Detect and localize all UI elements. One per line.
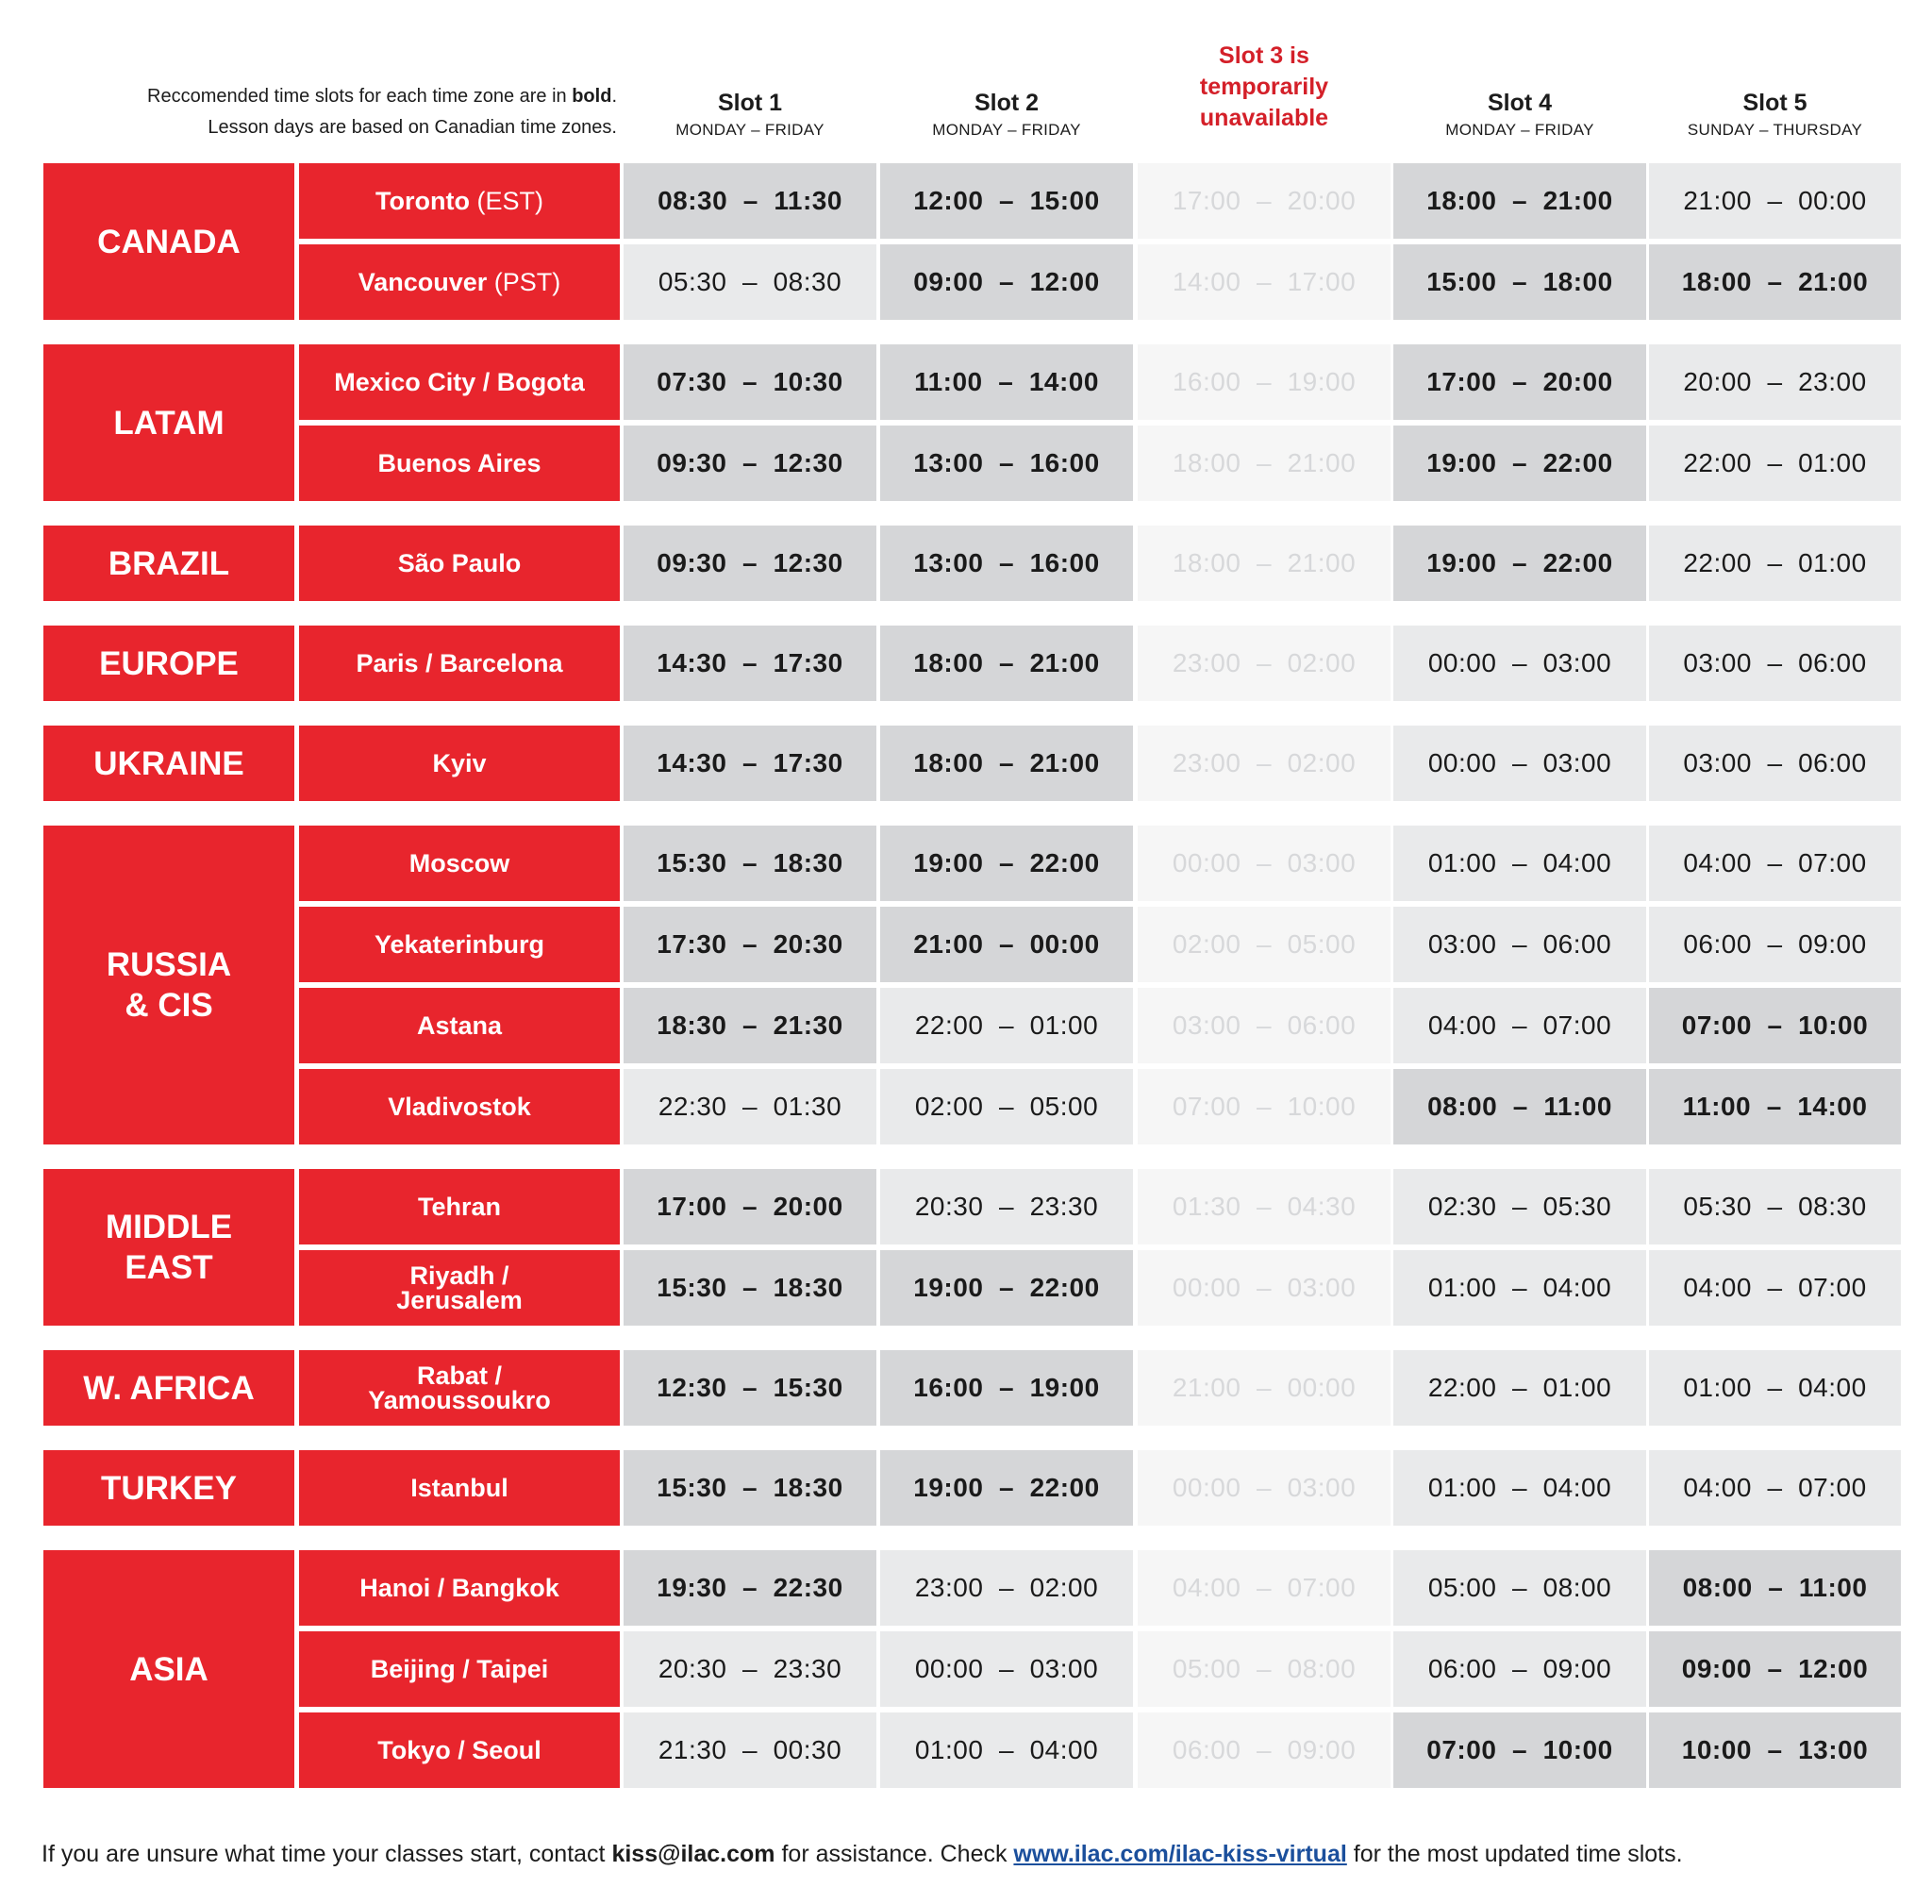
city-label — [299, 526, 620, 601]
city-name-wrap — [356, 651, 562, 676]
time-slot-cell: 01:00 – 04:00 — [1393, 826, 1646, 901]
time-slot-cell: 19:00 – 22:00 — [880, 1250, 1133, 1326]
time-slot-cell: 08:00 – 11:00 — [1649, 1550, 1901, 1626]
time-slot-cell: 14:30 – 17:30 — [624, 726, 876, 801]
time-slot-cell: 07:00 – 10:00 — [1649, 988, 1901, 1063]
city-name-wrap — [417, 1013, 502, 1038]
slot-title: Slot 5 — [1742, 90, 1807, 116]
time-slot-cell: 13:00 – 16:00 — [880, 526, 1133, 601]
city-name: Moscow — [408, 849, 510, 877]
note-line-2: Lesson days are based on Canadian time zones. — [208, 117, 617, 138]
time-slot-cell: 15:30 – 18:30 — [624, 826, 876, 901]
time-slot-cell: 18:00 – 21:00 — [1393, 163, 1646, 239]
time-slot-cell: 04:00 – 07:00 — [1649, 1450, 1901, 1526]
region-label: EUROPE — [43, 626, 294, 701]
time-slot-cell: 00:00 – 03:00 — [880, 1631, 1133, 1707]
city-name-wrap — [409, 851, 510, 876]
city-label — [299, 626, 620, 701]
time-slot-cell: 11:00 – 14:00 — [1649, 1069, 1901, 1144]
time-slot-cell: 00:00 – 03:00 — [1138, 1450, 1391, 1526]
city-name: Paris / Barcelona — [356, 649, 563, 677]
time-slot-cell: 04:00 – 07:00 — [1138, 1550, 1391, 1626]
time-slot-cell: 00:00 – 03:00 — [1138, 1250, 1391, 1326]
time-slot-cell: 07:00 – 10:00 — [1393, 1712, 1646, 1788]
time-slot-cell: 04:00 – 07:00 — [1649, 1250, 1901, 1326]
header-note — [38, 81, 617, 143]
contact-email[interactable]: kiss@ilac.com — [611, 1841, 775, 1867]
time-slot-cell: 12:00 – 15:00 — [880, 163, 1133, 239]
city-name: Yekaterinburg — [374, 930, 545, 959]
time-slot-cell: 14:30 – 17:30 — [624, 626, 876, 701]
time-slot-cell: 18:00 – 21:00 — [1649, 244, 1901, 320]
footer-text-mid: for assistance. Check — [774, 1841, 1014, 1867]
time-slot-cell: 01:00 – 04:00 — [1393, 1450, 1646, 1526]
time-slot-cell: 20:30 – 23:30 — [624, 1631, 876, 1707]
city-name: Buenos Aires — [377, 449, 541, 477]
time-slot-cell: 02:00 – 05:00 — [1138, 907, 1391, 982]
time-slot-cell: 06:00 – 09:00 — [1393, 1631, 1646, 1707]
time-slot-cell: 03:00 – 06:00 — [1649, 726, 1901, 801]
region-label: LATAM — [43, 344, 294, 501]
slot-header-5 — [1649, 38, 1901, 140]
city-name-wrap — [375, 189, 543, 213]
city-label — [299, 426, 620, 501]
region-label: ASIA — [43, 1550, 294, 1788]
time-slot-cell: 23:00 – 02:00 — [880, 1550, 1133, 1626]
time-slot-cell: 23:00 – 02:00 — [1138, 726, 1391, 801]
city-name-wrap — [377, 1738, 541, 1762]
timezone-abbr: (PST) — [493, 268, 561, 296]
time-slot-cell: 18:00 – 21:00 — [880, 726, 1133, 801]
city-name-wrap — [358, 270, 561, 294]
city-name-wrap — [359, 1576, 559, 1600]
time-slot-cell: 16:00 – 19:00 — [1138, 344, 1391, 420]
city-name-wrap — [410, 1476, 508, 1500]
time-slot-cell: 23:00 – 02:00 — [1138, 626, 1391, 701]
city-name: Vladivostok — [388, 1093, 531, 1121]
time-slot-cell: 04:00 – 07:00 — [1393, 988, 1646, 1063]
region-label: CANADA — [43, 163, 294, 320]
time-slot-cell: 13:00 – 16:00 — [880, 426, 1133, 501]
time-slot-cell: 21:00 – 00:00 — [880, 907, 1133, 982]
region-label: RUSSIA & CIS — [43, 826, 294, 1144]
city-name-wrap — [388, 1094, 531, 1119]
note-text: Reccomended time slots for each time zone are in — [147, 86, 573, 107]
city-label — [299, 344, 620, 420]
time-slot-cell: 17:00 – 20:00 — [1138, 163, 1391, 239]
timezone-abbr: (EST) — [476, 187, 543, 215]
time-slot-cell: 19:30 – 22:30 — [624, 1550, 876, 1626]
city-name-wrap — [377, 451, 541, 476]
region-label: BRAZIL — [43, 526, 294, 601]
note-line-1 — [38, 81, 617, 112]
time-slot-cell: 08:30 – 11:30 — [624, 163, 876, 239]
city-label — [299, 244, 620, 320]
city-label — [299, 1712, 620, 1788]
city-name: São Paulo — [397, 549, 522, 577]
time-slot-cell: 05:00 – 08:00 — [1393, 1550, 1646, 1626]
slot-header-1 — [624, 38, 876, 140]
city-name-wrap — [418, 1194, 501, 1219]
time-slot-cell: 22:00 – 01:00 — [880, 988, 1133, 1063]
time-slot-cell: 19:00 – 22:00 — [1393, 526, 1646, 601]
city-name-wrap — [334, 370, 585, 394]
time-slot-cell: 22:00 – 01:00 — [1649, 426, 1901, 501]
time-slot-cell: 19:00 – 22:00 — [1393, 426, 1646, 501]
time-slot-cell: 18:30 – 21:30 — [624, 988, 876, 1063]
city-name: Vancouver — [358, 268, 488, 296]
city-label — [299, 726, 620, 801]
time-slot-cell: 21:00 – 00:00 — [1138, 1350, 1391, 1426]
city-label — [299, 1350, 620, 1426]
slot-header-2 — [880, 38, 1133, 140]
city-name: Rabat / Yamoussoukro — [368, 1361, 551, 1414]
slot-days: SUNDAY – THURSDAY — [1687, 121, 1863, 139]
time-slot-cell: 03:00 – 06:00 — [1649, 626, 1901, 701]
city-name: Beijing / Taipei — [370, 1655, 549, 1683]
time-slot-cell: 08:00 – 11:00 — [1393, 1069, 1646, 1144]
region-label: UKRAINE — [43, 726, 294, 801]
time-slot-cell: 03:00 – 06:00 — [1393, 907, 1646, 982]
time-slot-cell: 18:00 – 21:00 — [1138, 526, 1391, 601]
city-name-wrap — [396, 1263, 523, 1312]
city-name: Hanoi / Bangkok — [359, 1574, 559, 1602]
city-name-wrap — [371, 1657, 549, 1681]
note-period: . — [611, 86, 617, 107]
time-slot-cell: 14:00 – 17:00 — [1138, 244, 1391, 320]
time-slot-cell: 20:30 – 23:30 — [880, 1169, 1133, 1244]
time-slot-cell: 18:00 – 21:00 — [880, 626, 1133, 701]
city-name: Riyadh / Jerusalem — [396, 1261, 523, 1314]
time-slot-cell: 22:30 – 01:30 — [624, 1069, 876, 1144]
city-label — [299, 1069, 620, 1144]
time-slot-cell: 12:30 – 15:30 — [624, 1350, 876, 1426]
time-slot-cell: 01:00 – 04:00 — [880, 1712, 1133, 1788]
time-slot-cell: 09:00 – 12:00 — [1649, 1631, 1901, 1707]
time-slot-cell: 05:30 – 08:30 — [1649, 1169, 1901, 1244]
slot-title: Slot 1 — [717, 90, 783, 116]
time-slot-cell: 02:30 – 05:30 — [1393, 1169, 1646, 1244]
footer-text: If you are unsure what time your classes start, contact — [42, 1841, 612, 1867]
region-label: W. AFRICA — [43, 1350, 294, 1426]
time-slot-cell: 00:00 – 03:00 — [1138, 826, 1391, 901]
time-slot-cell: 03:00 – 06:00 — [1138, 988, 1391, 1063]
time-slot-cell: 22:00 – 01:00 — [1393, 1350, 1646, 1426]
time-slot-cell: 18:00 – 21:00 — [1138, 426, 1391, 501]
footer-note — [42, 1838, 1909, 1870]
time-slot-cell: 01:30 – 04:30 — [1138, 1169, 1391, 1244]
slot-title: Slot 4 — [1487, 90, 1553, 116]
slot-days: MONDAY – FRIDAY — [1445, 121, 1594, 139]
time-slot-cell: 17:00 – 20:00 — [1393, 344, 1646, 420]
region-label: TURKEY — [43, 1450, 294, 1526]
city-name: Tehran — [417, 1193, 501, 1221]
time-slot-cell: 22:00 – 01:00 — [1649, 526, 1901, 601]
city-name-wrap — [368, 1363, 551, 1412]
city-name: Istanbul — [410, 1474, 508, 1502]
time-slot-cell: 15:30 – 18:30 — [624, 1450, 876, 1526]
time-slot-cell: 17:00 – 20:00 — [624, 1169, 876, 1244]
time-slot-cell: 09:30 – 12:30 — [624, 426, 876, 501]
footer-text-end: for the most updated time slots. — [1346, 1841, 1683, 1867]
time-slot-cell: 19:00 – 22:00 — [880, 826, 1133, 901]
city-name: Mexico City / Bogota — [334, 368, 585, 396]
slot-title: Slot 3 is temporarily unavailable — [1199, 42, 1329, 131]
time-slot-cell: 20:00 – 23:00 — [1649, 344, 1901, 420]
city-label — [299, 826, 620, 901]
time-slot-cell: 15:30 – 18:30 — [624, 1250, 876, 1326]
time-slot-cell: 04:00 – 07:00 — [1649, 826, 1901, 901]
slot-header-3 — [1138, 38, 1391, 140]
time-slot-cell: 02:00 – 05:00 — [880, 1069, 1133, 1144]
time-slot-cell: 00:00 – 03:00 — [1393, 626, 1646, 701]
time-slot-cell: 15:00 – 18:00 — [1393, 244, 1646, 320]
time-slot-cell: 01:00 – 04:00 — [1393, 1250, 1646, 1326]
time-slot-cell: 16:00 – 19:00 — [880, 1350, 1133, 1426]
time-slot-cell: 17:30 – 20:30 — [624, 907, 876, 982]
city-label — [299, 1450, 620, 1526]
time-slot-cell: 06:00 – 09:00 — [1138, 1712, 1391, 1788]
note-bold-word: bold — [572, 86, 612, 107]
time-slot-cell: 21:00 – 00:00 — [1649, 163, 1901, 239]
slot-header-4 — [1393, 38, 1646, 140]
time-slot-cell: 07:30 – 10:30 — [624, 344, 876, 420]
slot-days: MONDAY – FRIDAY — [675, 121, 824, 139]
time-slot-cell: 10:00 – 13:00 — [1649, 1712, 1901, 1788]
city-name-wrap — [398, 551, 522, 576]
slot-days: MONDAY – FRIDAY — [932, 121, 1081, 139]
slot-title: Slot 2 — [974, 90, 1040, 116]
time-slot-cell: 01:00 – 04:00 — [1649, 1350, 1901, 1426]
city-name-wrap — [432, 751, 486, 776]
city-name: Tokyo / Seoul — [377, 1736, 541, 1764]
time-slot-cell: 07:00 – 10:00 — [1138, 1069, 1391, 1144]
time-slot-cell: 05:00 – 08:00 — [1138, 1631, 1391, 1707]
city-label — [299, 1169, 620, 1244]
city-label — [299, 1250, 620, 1326]
time-slot-cell: 19:00 – 22:00 — [880, 1450, 1133, 1526]
time-slot-cell: 11:00 – 14:00 — [880, 344, 1133, 420]
website-link[interactable]: www.ilac.com/ilac-kiss-virtual — [1013, 1841, 1347, 1867]
city-label — [299, 907, 620, 982]
time-slot-cell: 06:00 – 09:00 — [1649, 907, 1901, 982]
city-name-wrap — [375, 932, 544, 957]
city-name: Kyiv — [432, 749, 487, 777]
city-name: Toronto — [375, 187, 470, 215]
city-label — [299, 1550, 620, 1626]
time-slot-cell: 09:30 – 12:30 — [624, 526, 876, 601]
time-slot-cell: 09:00 – 12:00 — [880, 244, 1133, 320]
city-name: Astana — [416, 1011, 503, 1040]
time-slot-cell: 05:30 – 08:30 — [624, 244, 876, 320]
city-label — [299, 163, 620, 239]
region-label: MIDDLE EAST — [43, 1169, 294, 1326]
time-slot-cell: 00:00 – 03:00 — [1393, 726, 1646, 801]
city-label — [299, 1631, 620, 1707]
city-label — [299, 988, 620, 1063]
time-slot-cell: 21:30 – 00:30 — [624, 1712, 876, 1788]
